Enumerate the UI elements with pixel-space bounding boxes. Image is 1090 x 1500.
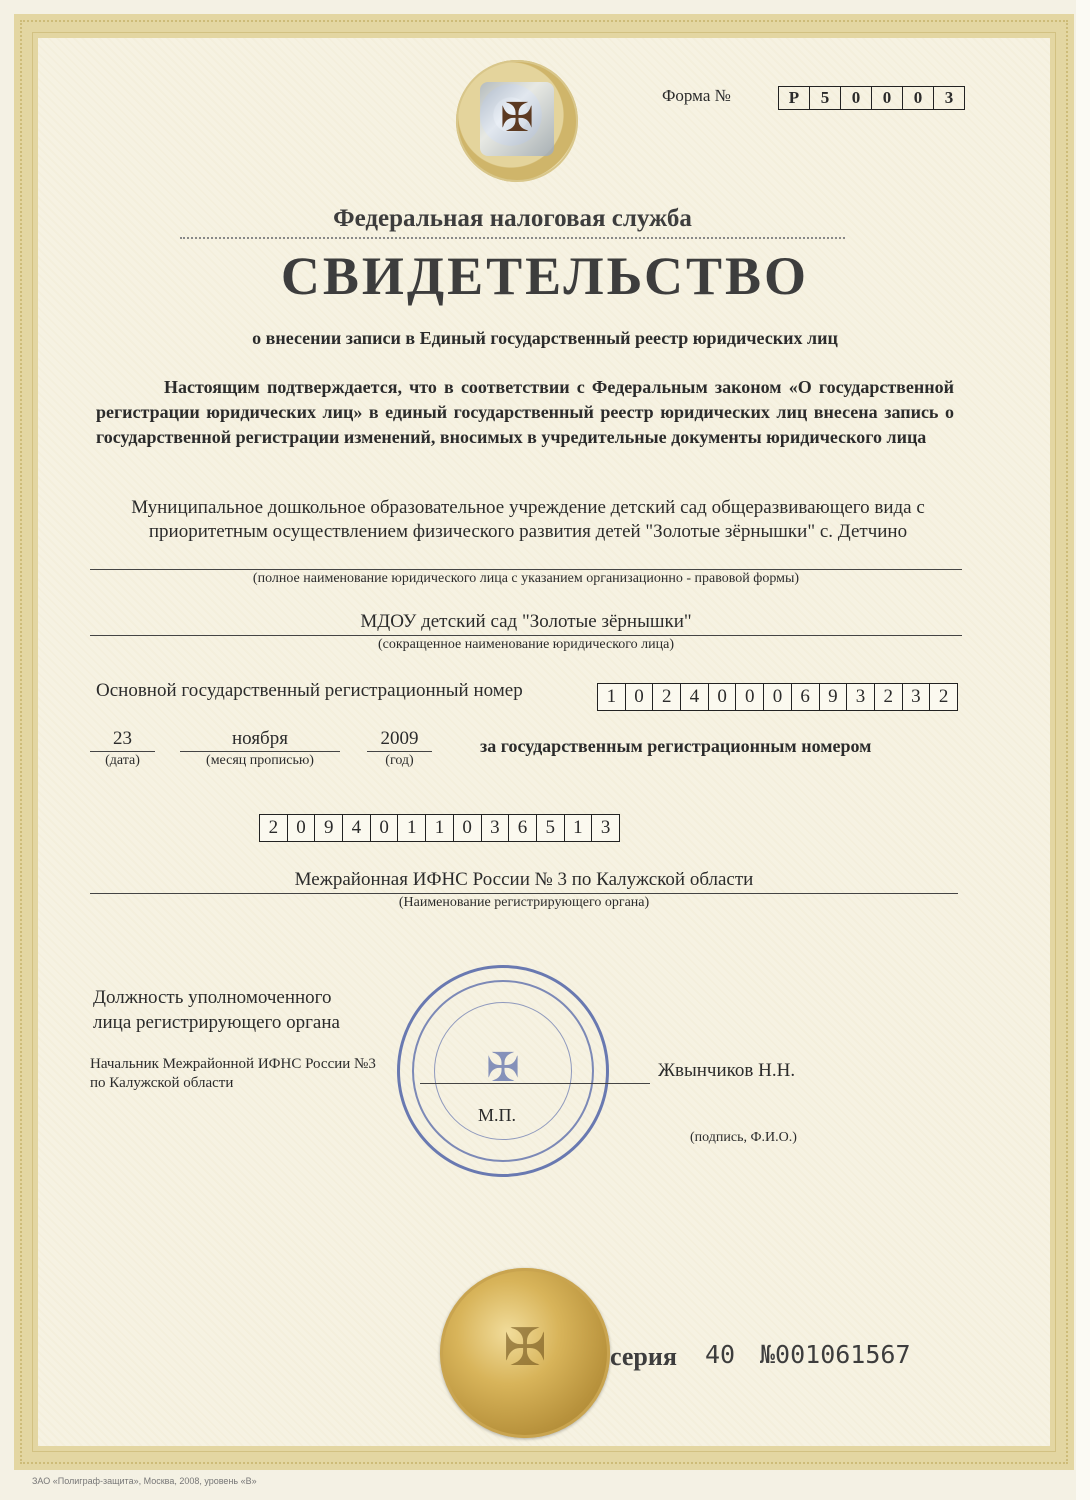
date-year-caption: (год) xyxy=(385,753,414,768)
stamp-place-label: М.П. xyxy=(478,1105,517,1125)
statement-text: Настоящим подтверждается, что в соответствии с Федеральным законом «О государственной регистрации юридических лиц» в единый государственный реестр юридических лиц внесена запись о государственной регистрации изменений, вносимых в учредительные документы юридического лица xyxy=(96,377,954,447)
ogrn-digit: 0 xyxy=(626,684,654,710)
stamp-eagle-icon: ✠ xyxy=(486,1045,520,1090)
position-label xyxy=(93,985,340,1035)
ogrn-digit: 2 xyxy=(938,686,949,707)
full-name-caption: (полное наименование юридического лица с указанием организационно - правовой формы) xyxy=(252,571,800,586)
date-year-underline xyxy=(367,751,432,752)
grn-digit: 2 xyxy=(260,815,288,841)
date-day-caption: (дата) xyxy=(105,753,140,768)
date-month-caption: (месяц прописью) xyxy=(206,753,314,768)
entity-short-name: МДОУ детский сад "Золотые зёрнышки" xyxy=(360,611,692,632)
grn-digit: 0 xyxy=(288,815,316,841)
hologram-seal xyxy=(456,60,578,182)
date-day-underline xyxy=(90,751,155,752)
date-year: 2009 xyxy=(380,728,419,749)
grn-digit: 4 xyxy=(343,815,371,841)
form-code-char: 3 xyxy=(944,88,954,107)
grn-label: за государственным регистрационным номером xyxy=(480,736,872,756)
signature-caption: (подпись, Ф.И.О.) xyxy=(690,1130,797,1145)
ogrn-number-box xyxy=(597,683,958,711)
scan-edge xyxy=(1076,0,1090,1500)
form-code-char: 0 xyxy=(841,87,872,109)
grn-digit: 5 xyxy=(537,815,565,841)
ogrn-digit: 6 xyxy=(792,684,820,710)
ogrn-digit: 2 xyxy=(875,684,903,710)
grn-digit: 1 xyxy=(565,815,593,841)
document-subtitle: о внесении записи в Единый государственный реестр юридических лиц xyxy=(252,328,838,348)
grn-digit: 1 xyxy=(426,815,454,841)
document-title: СВИДЕТЕЛЬСТВО xyxy=(280,246,810,306)
ogrn-digit: 2 xyxy=(653,684,681,710)
ogrn-digit: 3 xyxy=(903,684,931,710)
printer-imprint: ЗАО «Полиграф-защита», Москва, 2008, уровень «В» xyxy=(32,1476,257,1486)
ogrn-digit: 4 xyxy=(681,684,709,710)
date-month: ноября xyxy=(232,728,288,749)
form-number-label: Форма № xyxy=(662,86,731,105)
form-code-char: 0 xyxy=(872,87,903,109)
ogrn-digit: 9 xyxy=(820,684,848,710)
official-position-line-2: по Калужской области xyxy=(90,1075,234,1091)
form-number-box xyxy=(778,86,965,110)
grn-digit: 0 xyxy=(454,815,482,841)
series-number: 40 xyxy=(705,1340,736,1369)
authority-underline xyxy=(90,893,958,894)
grn-digit: 6 xyxy=(509,815,537,841)
official-round-stamp xyxy=(397,965,609,1177)
eagle-emblem-icon: ✠ xyxy=(500,95,534,140)
position-label-line-2: лица регистрирующего органа xyxy=(93,1012,340,1033)
official-position xyxy=(90,1055,376,1093)
grn-digit: 3 xyxy=(482,815,510,841)
entity-full-name: Муниципальное дошкольное образовательное учреждение детский сад общеразвивающего вида с приоритетным осуществлением физического развития детей "Золотые зёрнышки" с. Детчино xyxy=(131,497,925,542)
gold-embossed-seal xyxy=(440,1268,610,1438)
grn-digit: 3 xyxy=(600,817,611,838)
grn-digit: 0 xyxy=(371,815,399,841)
form-code-char: 5 xyxy=(810,87,841,109)
position-label-line-1: Должность уполномоченного xyxy=(93,987,332,1008)
ogrn-digit: 0 xyxy=(736,684,764,710)
short-name-caption: (сокращенное наименование юридического лица) xyxy=(377,637,675,652)
signature-line xyxy=(420,1083,650,1084)
ogrn-digit: 0 xyxy=(764,684,792,710)
form-code-char: 0 xyxy=(903,87,934,109)
authority-caption: (Наименование регистрирующего органа) xyxy=(398,895,650,910)
ogrn-digit: 0 xyxy=(709,684,737,710)
short-name-underline xyxy=(90,635,962,636)
grn-number-box xyxy=(259,814,620,842)
date-month-underline xyxy=(180,751,340,752)
authority-name: Межрайонная ИФНС России № 3 по Калужской области xyxy=(294,869,754,890)
date-day: 23 xyxy=(113,728,132,749)
ogrn-digit: 1 xyxy=(598,684,626,710)
seal-eagle-icon: ✠ xyxy=(503,1320,547,1377)
full-name-underline xyxy=(90,569,962,570)
official-position-line-1: Начальник Межрайонной ИФНС России №3 xyxy=(90,1056,376,1072)
agency-name: Федеральная налоговая служба xyxy=(180,205,845,239)
ogrn-label: Основной государственный регистрационный номер xyxy=(96,680,523,701)
series-label: серия xyxy=(610,1342,677,1371)
form-code-char: Р xyxy=(779,87,810,109)
grn-digit: 1 xyxy=(398,815,426,841)
serial-number: №001061567 xyxy=(760,1340,911,1369)
ogrn-digit: 3 xyxy=(847,684,875,710)
grn-digit: 9 xyxy=(315,815,343,841)
signatory-name: Жвынчиков Н.Н. xyxy=(658,1060,796,1081)
